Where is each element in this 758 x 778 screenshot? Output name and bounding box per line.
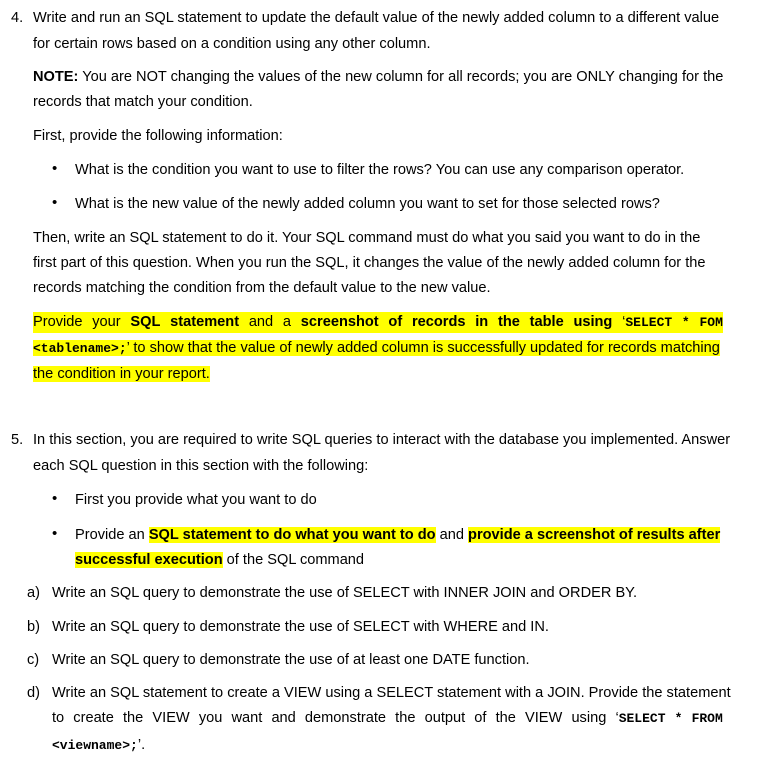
note-label: NOTE:	[33, 69, 79, 85]
condition-bullet: What is the condition you want to use to filter the rows? You can use any comparison operator.	[75, 162, 685, 178]
tablename-code: <tablename>;	[33, 341, 127, 356]
and-text: and	[435, 527, 469, 543]
item-b-text: Write an SQL query to demonstrate the use of SELECT with WHERE and IN.	[52, 619, 549, 635]
item-d-line-2: to create the VIEW you want and demonstrate the output of the VIEW using ‘SELECT * FROM	[52, 710, 723, 726]
then-line-1: Then, write an SQL statement to do it. Your SQL command must do what you said you want to do in the	[33, 230, 701, 246]
item-a-text: Write an SQL query to demonstrate the use of SELECT with INNER JOIN and ORDER BY.	[52, 585, 638, 601]
question-4-number: 4.	[11, 10, 24, 26]
question-5-line-1: In this section, you are required to write SQL queries to interact with the database you implemented. Answer	[33, 432, 731, 448]
provide-line-3-text: the condition in your report.	[33, 366, 210, 382]
then-line-2: first part of this question. When you run the SQL, it changes the value of the newly added column for the	[33, 255, 706, 271]
question-5-line-2: each SQL question in this section with the following:	[33, 458, 369, 474]
provide-line-1: Provide your SQL statement and a screenshot of records in the table using ‘SELECT * FOM	[33, 312, 723, 333]
bullet-icon: •	[52, 490, 58, 507]
new-value-bullet: What is the new value of the newly added column you want to set for those selected rows?	[75, 196, 660, 212]
item-c-text: Write an SQL query to demonstrate the use of at least one DATE function.	[52, 652, 530, 668]
then-line-3: records matching the condition from the default value to the new value.	[33, 280, 491, 296]
item-d-line-3	[52, 735, 145, 756]
item-c-label: c)	[27, 652, 40, 668]
successful-execution-highlight: successful execution	[75, 552, 223, 568]
bullet-icon: •	[52, 194, 58, 211]
provide-bullet-line-1	[75, 525, 720, 545]
item-d-text: Write an SQL statement to create a VIEW using a SELECT statement with a JOIN. Provide the statement	[52, 685, 731, 701]
question-4-line-2: for certain rows based on a condition using any other column.	[33, 36, 431, 52]
note-text: You are NOT changing the values of the new column for all records; you are ONLY changing for the	[82, 69, 724, 85]
provide-line-2	[33, 338, 720, 359]
provide-bullet-line-2	[75, 550, 364, 570]
item-d-label: d)	[27, 685, 40, 701]
screenshot-highlight: provide a screenshot of results after	[468, 527, 721, 543]
item-d-end: ’.	[137, 737, 146, 753]
note-line-1	[33, 67, 723, 87]
viewname-code: <viewname>;	[52, 738, 138, 753]
provide-text: Provide	[33, 314, 83, 330]
bullet-icon: •	[52, 160, 58, 177]
question-5-number: 5.	[11, 432, 24, 448]
sql-statement-highlight: SQL statement to do what you want to do	[148, 527, 436, 543]
provide-line-3	[33, 364, 210, 384]
bullet-icon: •	[52, 525, 58, 542]
item-b-label: b)	[27, 619, 40, 635]
note-line-2: records that match your condition.	[33, 94, 253, 110]
question-4-line-1: Write and run an SQL statement to update the default value of the newly added column to a different value	[33, 10, 720, 26]
first-bullet: First you provide what you want to do	[75, 492, 317, 508]
sql-command-text: of the SQL command	[222, 552, 365, 568]
first-provide-text: First, provide the following information:	[33, 128, 283, 144]
item-a-label: a)	[27, 585, 40, 601]
provide-bullet-prefix: Provide an	[75, 527, 149, 543]
provide-line-2-text: ’ to show that the value of newly added column is successfully updated for records matching	[126, 340, 720, 356]
